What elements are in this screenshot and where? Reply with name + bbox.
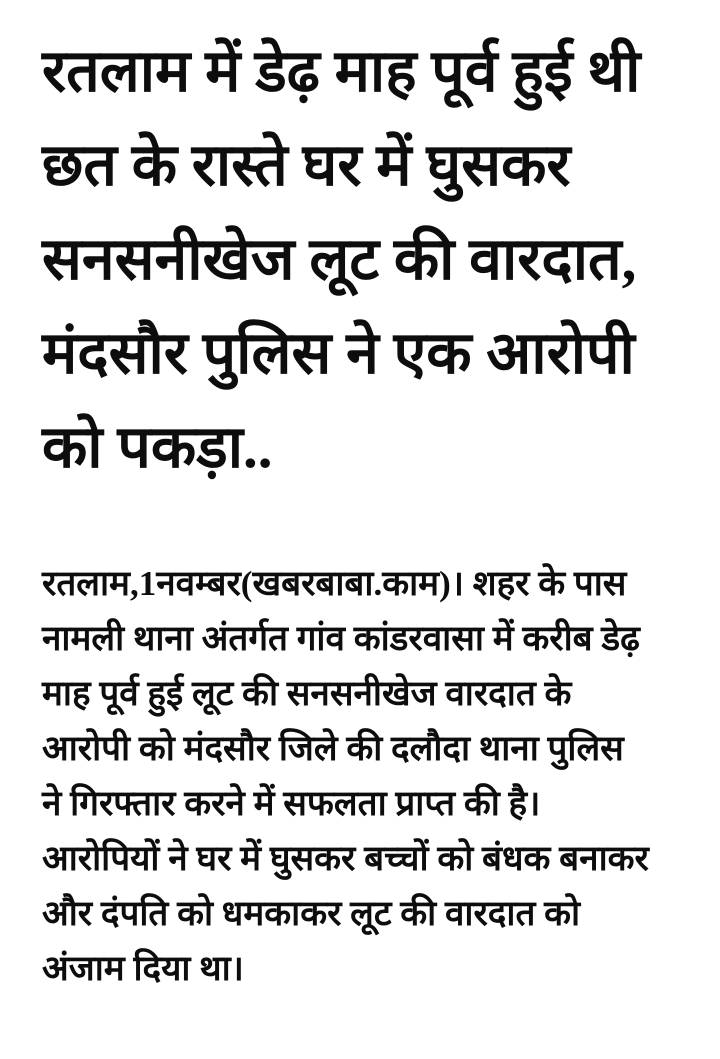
body-line: नामली थाना अंतर्गत गांव कांडरवासा में करीब डेढ़ — [42, 619, 640, 658]
body-line: अंजाम दिया था। — [42, 949, 244, 988]
headline-line: छत के रास्ते घर में घुसकर — [42, 132, 571, 198]
headline-line: को पकड़ा.. — [42, 414, 273, 480]
body-line: माह पूर्व हुई लूट की सनसनीखेज वारदात के — [42, 674, 572, 713]
article-headline — [42, 24, 692, 494]
body-line: और दंपति को धमकाकर लूट की वारदात को — [42, 894, 581, 933]
headline-line: सनसनीखेज लूट की वारदात, — [42, 226, 637, 292]
body-line: आरोपियों ने घर में घुसकर बच्चों को बंधक बनाकर — [42, 839, 649, 878]
body-line: ने गिरफ्तार करने में सफलता प्राप्त की है। — [42, 784, 541, 823]
headline-line: रतलाम में डेढ़ माह पूर्व हुई थी — [42, 38, 641, 104]
body-line: आरोपी को मंदसौर जिले की दलौदा थाना पुलिस — [42, 729, 624, 768]
article-body — [42, 556, 692, 996]
body-line: रतलाम,1नवम्बर(खबरबाबा.काम)। शहर के पास — [42, 564, 627, 603]
headline-line: मंदसौर पुलिस ने एक आरोपी — [42, 320, 635, 386]
